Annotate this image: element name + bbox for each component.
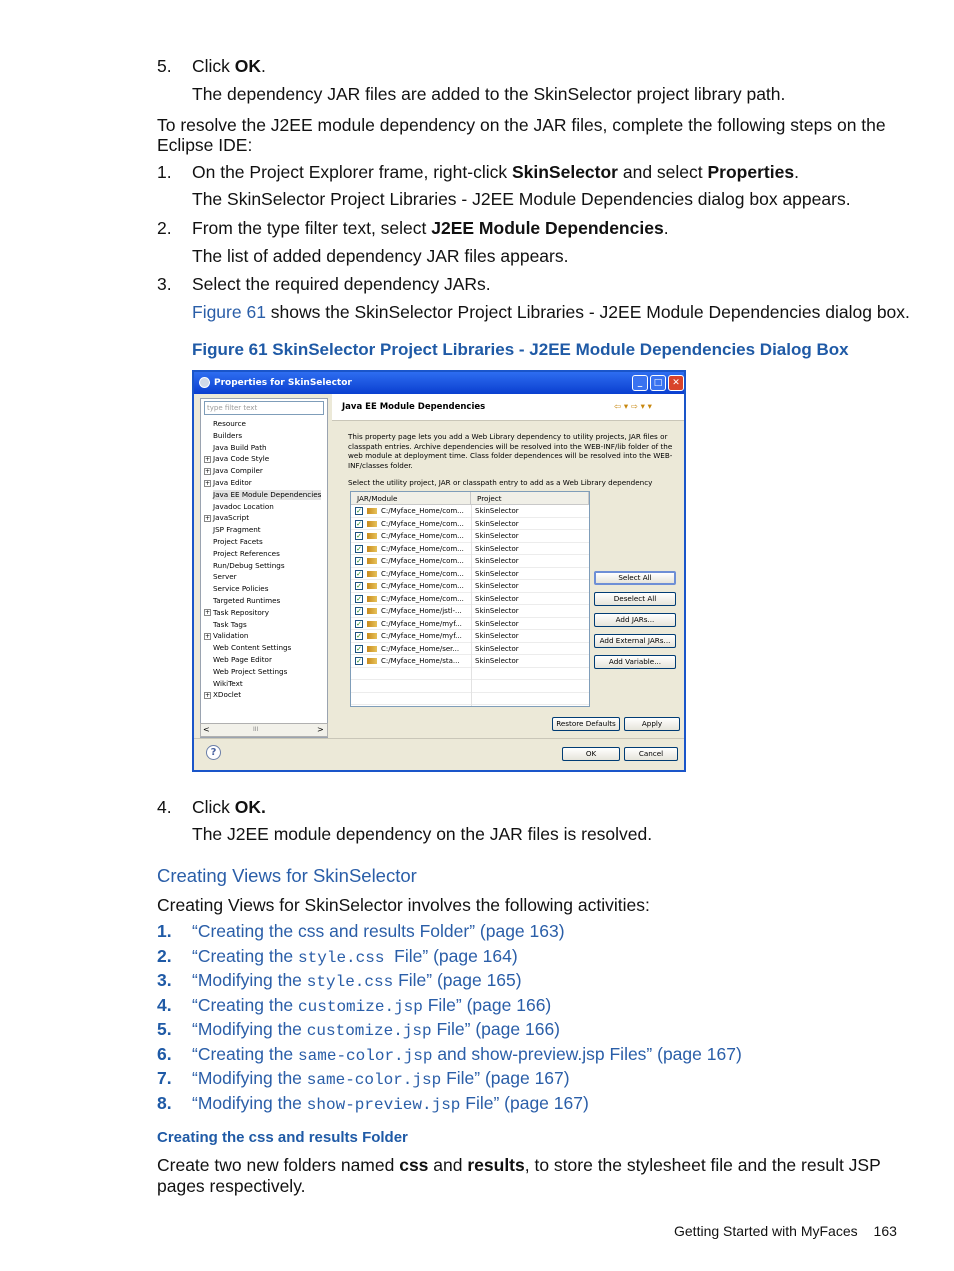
jar-path: C:/Myface_Home/jstl-... — [381, 607, 462, 615]
final-paragraph: Create two new folders named css and results, to store the stylesheet file and the result JSP pages respectively. — [157, 1155, 881, 1196]
step-1-text: On the Project Explorer frame, right-click SkinSelector and select Properties. — [192, 162, 799, 182]
tree-item[interactable]: WikiText — [213, 678, 243, 688]
row-checkbox[interactable]: ✓ — [356, 644, 362, 653]
table-row[interactable] — [351, 555, 589, 568]
jar-icon — [367, 621, 377, 627]
jar-icon — [367, 633, 377, 639]
step-3-result: Figure 61 shows the SkinSelector Project Libraries - J2EE Module Dependencies dialog box. — [192, 302, 910, 322]
row-checkbox[interactable]: ✓ — [356, 544, 362, 553]
project-name: SkinSelector — [475, 532, 519, 540]
activity-number: 8. — [157, 1092, 172, 1113]
tree-item[interactable]: Targeted Runtimes — [213, 596, 281, 605]
close-button[interactable]: ✕ — [668, 375, 684, 391]
step-number: 2. — [157, 218, 172, 238]
activity-link[interactable]: “Modifying the same-color.jsp File” (page 167) — [192, 1068, 570, 1089]
project-name: SkinSelector — [475, 582, 519, 590]
table-row[interactable] — [351, 505, 589, 518]
jar-path: C:/Myface_Home/com... — [381, 557, 464, 565]
jar-path: C:/Myface_Home/ser... — [381, 644, 460, 653]
jar-path: C:/Myface_Home/com... — [381, 582, 464, 590]
filter-input[interactable]: type filter text — [204, 401, 324, 415]
step-2-result: The list of added dependency JAR files appears. — [192, 246, 569, 266]
row-checkbox[interactable]: ✓ — [356, 594, 362, 603]
tree-expand-icon[interactable]: + — [205, 467, 211, 475]
activity-link[interactable]: “Creating the same-color.jsp and show-preview.jsp Files” (page 167) — [192, 1043, 742, 1065]
tree-item[interactable]: Server — [213, 572, 237, 582]
intro-paragraph: To resolve the J2EE module dependency on the JAR files, complete the following steps on the Eclipse IDE: — [157, 115, 886, 155]
project-name: SkinSelector — [475, 632, 519, 640]
properties-dialog — [192, 370, 686, 772]
select-all-button[interactable]: Select All — [594, 571, 676, 585]
tree-item[interactable]: Web Project Settings — [213, 666, 288, 676]
select-instruction: Select the utility project, JAR or classpath entry to add as a Web Library dependency — [348, 478, 653, 487]
table-row[interactable] — [351, 518, 589, 531]
tree-item[interactable]: Project Facets — [213, 537, 263, 546]
jar-path: C:/Myface_Home/sta... — [381, 657, 460, 665]
horizontal-scrollbar[interactable] — [200, 723, 328, 737]
scroll-left-icon[interactable]: < — [203, 725, 210, 734]
tree-item[interactable]: Java Code Style — [213, 454, 270, 464]
dialog-title: Properties for SkinSelector — [214, 378, 352, 388]
property-description: This property page lets you add a Web Library dependency to utility projects, JAR files or classpath entries. Archive dependencies will be resolved into the WEB-INF/lib folder of the web module at deployment time. Class folder dependences will be resolved into the WEB-INF/classes folder. — [348, 432, 673, 470]
tree-item[interactable]: Java Compiler — [213, 466, 263, 476]
tree-item[interactable]: Java EE Module Dependencies — [213, 489, 322, 499]
row-checkbox[interactable]: ✓ — [356, 532, 362, 540]
step-number: 5. — [157, 56, 172, 76]
row-checkbox[interactable]: ✓ — [356, 557, 362, 565]
tree-item[interactable]: Validation — [213, 631, 249, 641]
property-page-header — [332, 394, 684, 421]
step-2-text: From the type filter text, select J2EE Module Dependencies. — [192, 218, 669, 238]
tree-item[interactable]: Task Repository — [213, 607, 270, 617]
code-filename: style.css — [298, 948, 385, 967]
jar-icon — [367, 533, 377, 539]
navigation-pane — [200, 398, 328, 738]
activity-link[interactable]: “Creating the style.css File” (page 164) — [192, 945, 518, 967]
project-name: SkinSelector — [475, 657, 519, 665]
project-name: SkinSelector — [475, 644, 519, 653]
step-number: 3. — [157, 274, 172, 294]
apply-button[interactable]: Apply — [624, 717, 680, 731]
tree-item[interactable]: Web Page Editor — [213, 655, 272, 664]
tree-expand-icon[interactable]: + — [205, 479, 211, 487]
jar-icon — [367, 658, 377, 664]
activity-number: 1. — [157, 921, 172, 941]
code-filename: show-preview.jsp — [306, 1095, 461, 1114]
table-row[interactable] — [351, 630, 589, 643]
eclipse-icon — [199, 377, 210, 388]
activity-number: 4. — [157, 994, 172, 1015]
tree-item[interactable]: Task Tags — [213, 619, 247, 629]
jar-icon — [367, 546, 377, 552]
activity-link[interactable]: “Creating the css and results Folder” (page 163) — [192, 921, 565, 941]
add-external-jars-button[interactable]: Add External JARs... — [594, 634, 676, 648]
project-name: SkinSelector — [475, 594, 519, 603]
tree-item[interactable]: Project References — [213, 548, 280, 558]
tree-item[interactable]: JavaScript — [213, 513, 250, 523]
cancel-button[interactable]: Cancel — [624, 747, 678, 761]
jar-path: C:/Myface_Home/com... — [381, 594, 464, 603]
tree-expand-icon[interactable]: + — [205, 609, 211, 617]
code-filename: customize.jsp — [306, 1022, 432, 1040]
activity-number: 3. — [157, 970, 172, 990]
jar-path: C:/Myface_Home/com... — [381, 569, 464, 578]
property-page — [332, 394, 684, 736]
tree-item[interactable]: Service Policies — [213, 584, 269, 594]
tree-item[interactable]: Javadoc Location — [213, 501, 274, 511]
page-number: 163 — [873, 1223, 897, 1239]
tree-item[interactable]: Resource — [213, 419, 246, 428]
jar-path: C:/Myface_Home/myf... — [381, 619, 462, 628]
activity-number: 5. — [157, 1019, 172, 1039]
step-number: 1. — [157, 162, 172, 182]
jar-icon — [367, 583, 377, 589]
step-number: 4. — [157, 797, 172, 817]
row-checkbox[interactable]: ✓ — [356, 582, 362, 590]
dependency-table — [350, 491, 590, 707]
activity-link[interactable]: “Modifying the customize.jsp File” (page 166) — [192, 1019, 561, 1040]
table-row[interactable] — [351, 643, 589, 656]
code-filename: same-color.jsp — [298, 1046, 433, 1065]
add-jars-button[interactable]: Add JARs... — [594, 613, 676, 627]
tree-expand-icon[interactable]: + — [205, 455, 211, 463]
jar-icon — [367, 521, 377, 527]
tree-item[interactable]: XDoclet — [213, 690, 242, 700]
row-checkbox[interactable]: ✓ — [356, 619, 362, 628]
project-name: SkinSelector — [475, 544, 519, 553]
jar-icon — [367, 596, 377, 602]
row-checkbox[interactable]: ✓ — [356, 507, 362, 515]
property-page-title: Java EE Module Dependencies — [342, 402, 486, 412]
activity-link[interactable]: “Modifying the show-preview.jsp File” (page 167) — [192, 1092, 589, 1114]
column-divider — [471, 505, 472, 707]
code-filename: style.css — [306, 973, 394, 991]
code-filename: customize.jsp — [298, 997, 423, 1016]
row-checkbox[interactable]: ✓ — [356, 519, 362, 528]
empty-row — [351, 680, 589, 693]
help-icon[interactable]: ? — [206, 745, 221, 760]
figure-caption: Figure 61 SkinSelector Project Libraries - J2EE Module Dependencies Dialog Box — [192, 340, 849, 359]
minimize-button[interactable]: _ — [632, 375, 648, 391]
project-name: SkinSelector — [475, 569, 519, 578]
subsection-title: Creating the css and results Folder — [157, 1129, 408, 1146]
restore-defaults-button[interactable]: Restore Defaults — [552, 717, 620, 731]
row-checkbox[interactable]: ✓ — [356, 607, 362, 615]
dialog-button-bar — [194, 738, 684, 771]
jar-path: C:/Myface_Home/com... — [381, 532, 464, 540]
project-name: SkinSelector — [475, 619, 519, 628]
jar-icon — [367, 508, 377, 514]
table-row[interactable] — [351, 655, 589, 668]
activity-number: 6. — [157, 1043, 172, 1064]
row-checkbox[interactable]: ✓ — [356, 632, 362, 640]
page-footer — [674, 1223, 897, 1239]
step-5-text: Click OK. — [192, 56, 266, 76]
step-1-result: The SkinSelector Project Libraries - J2EE Module Dependencies dialog box appears. — [192, 189, 851, 209]
tree-item[interactable]: Builders — [213, 430, 243, 440]
dialog-titlebar — [194, 372, 684, 394]
tree-item[interactable]: Java Build Path — [213, 442, 267, 452]
project-name: SkinSelector — [475, 557, 519, 565]
table-row[interactable] — [351, 530, 589, 543]
project-name: SkinSelector — [475, 519, 519, 528]
table-row[interactable] — [351, 580, 589, 593]
jar-icon — [367, 558, 377, 564]
jar-icon — [367, 608, 377, 614]
activity-number: 2. — [157, 945, 172, 966]
tree-expand-icon[interactable]: + — [205, 632, 211, 640]
tree-item[interactable]: JSP Fragment — [213, 525, 261, 535]
jar-icon — [367, 646, 377, 652]
table-row[interactable] — [351, 605, 589, 618]
table-row[interactable] — [351, 593, 589, 606]
add-variable-button[interactable]: Add Variable... — [594, 655, 676, 669]
nav-arrows-icon[interactable]: ⇦ ▾ ⇨ ▾ ▾ — [614, 402, 652, 412]
jar-icon — [367, 571, 377, 577]
ok-button[interactable]: OK — [562, 747, 620, 761]
empty-row — [351, 693, 589, 706]
activity-link[interactable]: “Creating the customize.jsp File” (page 166) — [192, 994, 552, 1016]
empty-row — [351, 668, 589, 681]
row-checkbox[interactable]: ✓ — [356, 657, 362, 665]
tree-item[interactable]: Java Editor — [213, 478, 252, 487]
activity-link[interactable]: “Modifying the style.css File” (page 165) — [192, 970, 522, 991]
step-5-result: The dependency JAR files are added to the SkinSelector project library path. — [192, 84, 786, 104]
table-row[interactable] — [351, 543, 589, 556]
section-title: Creating Views for SkinSelector — [157, 865, 417, 886]
section-intro: Creating Views for SkinSelector involves the following activities: — [157, 895, 650, 915]
column-header-jar[interactable]: JAR/Module — [351, 492, 471, 505]
table-row[interactable] — [351, 568, 589, 581]
activity-number: 7. — [157, 1068, 172, 1088]
footer-text: Getting Started with MyFaces — [674, 1223, 858, 1239]
code-filename: same-color.jsp — [306, 1071, 442, 1089]
step-4-text: Click OK. — [192, 797, 266, 817]
step-3-text: Select the required dependency JARs. — [192, 274, 491, 294]
column-header-project[interactable]: Project — [471, 492, 589, 505]
project-name: SkinSelector — [475, 507, 519, 515]
deselect-all-button[interactable]: Deselect All — [594, 592, 676, 606]
project-name: SkinSelector — [475, 607, 519, 615]
jar-path: C:/Myface_Home/myf... — [381, 632, 462, 640]
tree-expand-icon[interactable]: + — [205, 514, 211, 522]
table-row[interactable] — [351, 618, 589, 631]
maximize-button[interactable]: □ — [650, 375, 666, 391]
scroll-thumb-grip[interactable]: III — [253, 726, 259, 733]
jar-path: C:/Myface_Home/com... — [381, 519, 464, 528]
row-checkbox[interactable]: ✓ — [356, 569, 362, 578]
scroll-right-icon[interactable]: > — [317, 725, 324, 734]
step-4-result: The J2EE module dependency on the JAR files is resolved. — [192, 824, 653, 844]
figure-61-link[interactable]: Figure 61 — [192, 302, 266, 322]
tree-item[interactable]: Web Content Settings — [213, 643, 292, 653]
jar-path: C:/Myface_Home/com... — [381, 544, 464, 553]
tree-expand-icon[interactable]: + — [205, 691, 211, 699]
jar-path: C:/Myface_Home/com... — [381, 507, 464, 515]
tree-item[interactable]: Run/Debug Settings — [213, 560, 285, 570]
